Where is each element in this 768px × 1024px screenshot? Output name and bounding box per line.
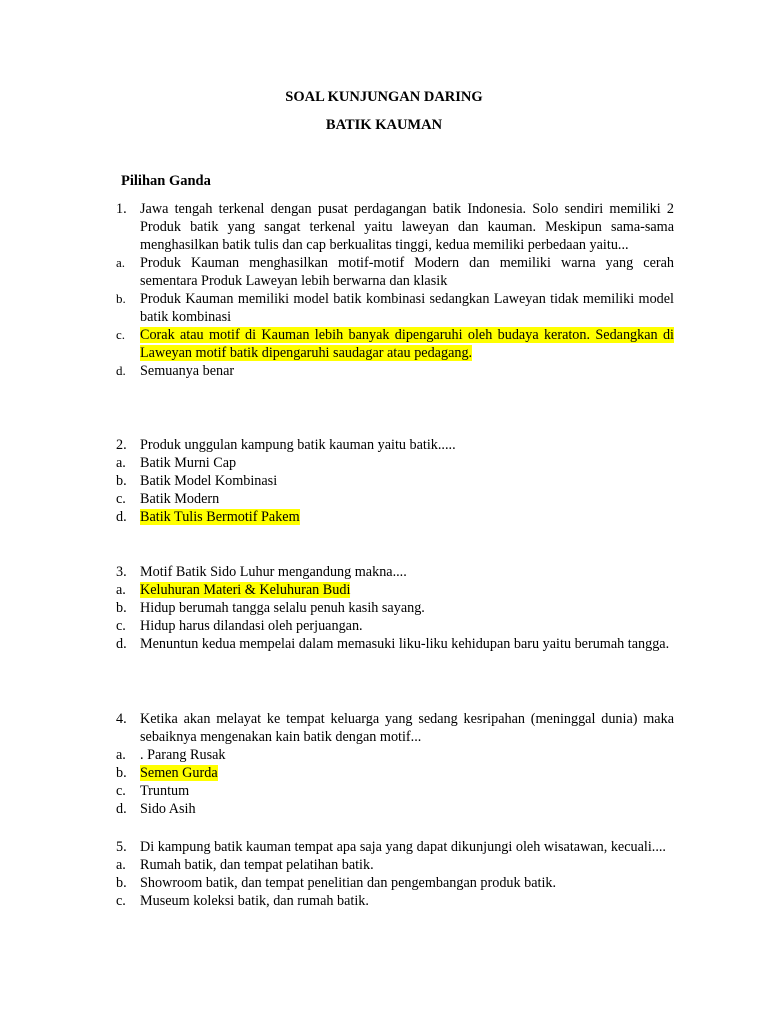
document-title: SOAL KUNJUNGAN DARING	[285, 89, 483, 105]
option-a	[116, 254, 674, 290]
option-text: . Parang Rusak	[140, 747, 226, 763]
option-letter: a.	[116, 455, 126, 471]
option-letter: a.	[116, 255, 126, 270]
question-5	[116, 838, 674, 910]
option-a	[116, 856, 674, 874]
option-text: Showroom batik, dan tempat penelitian dan pengembangan produk batik.	[140, 875, 557, 891]
option-letter: d.	[116, 509, 127, 525]
option-letter: d.	[116, 363, 126, 378]
option-c	[116, 617, 674, 635]
option-text: Menuntun kedua mempelai dalam memasuki liku-liku kehidupan baru yaitu berumah tangga.	[140, 636, 670, 652]
answer-highlight: Batik Tulis Bermotif Pakem	[140, 509, 300, 525]
option-text: Semuanya benar	[140, 363, 235, 379]
option-b	[116, 290, 674, 326]
option-text: Produk Kauman memiliki model batik kombinasi sedangkan Laweyan tidak memiliki model batik kombinasi	[140, 291, 674, 325]
answer-highlight: Corak atau motif di Kauman lebih banyak dipengaruhi oleh budaya keraton. Sedangkan di Laweyan motif batik dipengaruhi saudagar atau pedagang.	[140, 327, 674, 361]
option-a	[116, 581, 674, 599]
option-text-highlighted	[140, 764, 674, 782]
option-d	[116, 800, 674, 818]
question-number: 1.	[116, 201, 127, 217]
option-c	[116, 326, 674, 362]
option-letter: b.	[116, 765, 127, 781]
option-letter: b.	[116, 291, 126, 306]
option-letter: c.	[116, 893, 126, 909]
option-text-highlighted	[140, 581, 674, 599]
option-text: Rumah batik, dan tempat pelatihan batik.	[140, 857, 374, 873]
option-text: Museum koleksi batik, dan rumah batik.	[140, 893, 369, 909]
option-letter: b.	[116, 875, 127, 891]
option-text-highlighted	[140, 508, 674, 526]
option-d	[116, 362, 674, 380]
question-text: Di kampung batik kauman tempat apa saja yang dapat dikunjungi oleh wisatawan, kecuali....	[140, 839, 666, 855]
option-a	[116, 454, 674, 472]
option-c	[116, 782, 674, 800]
option-letter: c.	[116, 327, 126, 342]
question-text: Ketika akan melayat ke tempat keluarga yang sedang kesripahan (meninggal dunia) maka sebaiknya mengenakan kain batik dengan motif...	[140, 711, 674, 745]
option-c	[116, 490, 674, 508]
option-b	[116, 764, 674, 782]
question-text: Produk unggulan kampung batik kauman yaitu batik.....	[140, 437, 456, 453]
option-a	[116, 746, 674, 764]
option-text: Truntum	[140, 783, 190, 799]
question-text: Motif Batik Sido Luhur mengandung makna....	[140, 564, 407, 580]
answer-highlight: Keluhuran Materi & Keluhuran Budi	[140, 582, 351, 598]
option-text: Batik Model Kombinasi	[140, 473, 278, 489]
question-number: 5.	[116, 839, 127, 855]
option-b	[116, 472, 674, 490]
question-3	[116, 563, 674, 653]
option-letter: a.	[116, 857, 126, 873]
option-letter: a.	[116, 582, 126, 598]
option-text: Produk Kauman menghasilkan motif-motif Modern dan memiliki warna yang cerah sementara Produk Laweyan lebih berwarna dan klasik	[140, 255, 674, 289]
option-letter: d.	[116, 801, 127, 817]
option-text: Batik Modern	[140, 491, 220, 507]
option-c	[116, 892, 674, 910]
option-b	[116, 599, 674, 617]
option-letter: c.	[116, 491, 126, 507]
question-4	[116, 710, 674, 818]
option-text-highlighted	[140, 326, 674, 362]
answer-highlight: Semen Gurda	[140, 765, 218, 781]
question-number: 2.	[116, 437, 127, 453]
option-letter: b.	[116, 600, 127, 616]
option-d	[116, 635, 674, 653]
option-letter: b.	[116, 473, 127, 489]
option-letter: d.	[116, 636, 127, 652]
option-d	[116, 508, 674, 526]
option-letter: c.	[116, 618, 126, 634]
section-title: Pilihan Ganda	[121, 173, 211, 189]
option-letter: a.	[116, 747, 126, 763]
question-number: 3.	[116, 564, 127, 580]
question-text: Jawa tengah terkenal dengan pusat perdagangan batik Indonesia. Solo sendiri memiliki 2 Produk batik yang sangat terkenal yaitu laweyan dan kauman. Meskipun sama-sama menghasilkan batik tulis dan cap berkualitas tinggi, kedua memiliki perbedaan yaitu...	[140, 201, 674, 253]
option-text: Hidup harus dilandasi oleh perjuangan.	[140, 618, 363, 634]
option-text: Hidup berumah tangga selalu penuh kasih sayang.	[140, 600, 425, 616]
option-text: Sido Asih	[140, 801, 196, 817]
question-number: 4.	[116, 711, 127, 727]
document-subtitle: BATIK KAUMAN	[325, 117, 443, 133]
option-b	[116, 874, 674, 892]
question-1	[116, 200, 674, 380]
option-text: Batik Murni Cap	[140, 455, 237, 471]
question-2	[116, 436, 674, 526]
option-letter: c.	[116, 783, 126, 799]
